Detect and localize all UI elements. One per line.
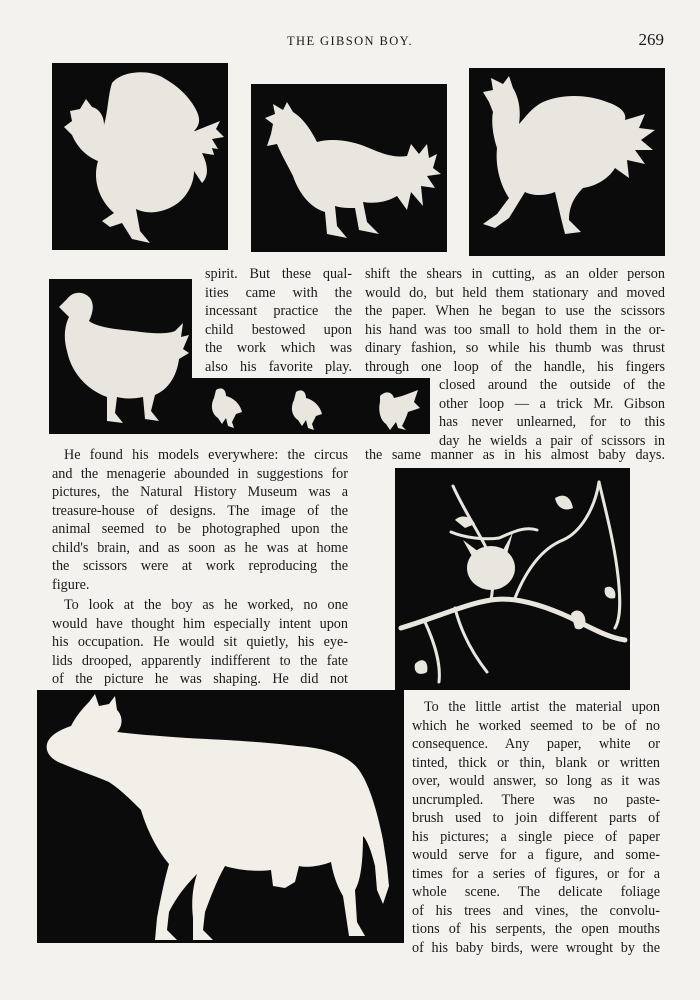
text-line: through one loop of the handle, his fingers xyxy=(365,358,665,375)
text-line: figure. xyxy=(52,576,90,593)
text-line: of his trees and vines, the convolu- xyxy=(412,902,660,919)
birds-branches-illustration xyxy=(395,468,630,690)
paragraph-shears xyxy=(365,265,665,376)
text-line: consequence. Any paper, white or xyxy=(412,736,660,752)
text-line: the work which was xyxy=(205,340,352,356)
birds-and-nest-silhouette xyxy=(395,468,630,690)
text-line: of the picture he was shaping. He did not xyxy=(52,671,348,687)
rooster-left-silhouette xyxy=(52,63,228,250)
text-line: his occupation. He would sit quietly, his eye- xyxy=(52,634,348,650)
text-line: which he worked seemed to be of no xyxy=(412,717,660,734)
text-line: his hand was too small to hold them in the or- xyxy=(365,321,665,338)
text-line: the scissors were at work reproducing the xyxy=(52,558,348,574)
text-line: shift the shears in cutting, as an older person xyxy=(365,266,665,282)
text-line: closed around the outside of the xyxy=(439,377,665,393)
page-number: 269 xyxy=(638,30,664,49)
text-line: pictures, the Natural History Museum was a xyxy=(52,484,348,500)
text-line: To look at the boy as he worked, no one xyxy=(64,597,348,613)
text-line: the paper. When he began to use the scissors xyxy=(365,303,665,319)
chicks-silhouette xyxy=(192,378,430,434)
text-line: his pictures; a single piece of paper xyxy=(412,828,660,845)
text-line: uncrumpled. There was no paste- xyxy=(412,791,660,808)
paragraph-look-at-boy xyxy=(52,596,348,689)
text-line: incessant practice the xyxy=(205,303,352,319)
text-line: animal seemed to be photographed upon the xyxy=(52,521,348,537)
text-line: the same manner as in his almost baby days. xyxy=(365,447,665,463)
cow-illustration xyxy=(37,690,404,943)
text-line: child bestowed upon xyxy=(205,321,352,338)
text-line: has never unlearned, for to this xyxy=(439,414,665,430)
text-line: brush used to join different parts of xyxy=(412,810,660,826)
text-line: and the menagerie abounded in suggestions for xyxy=(52,465,348,482)
text-line: also his favorite play. xyxy=(205,358,352,375)
paragraph-spirit xyxy=(205,265,352,376)
text-line: dinary fashion, so while his thumb was thrust xyxy=(365,340,665,356)
paragraph-shears-continued xyxy=(439,376,665,450)
hen-silhouette xyxy=(49,279,192,434)
paragraph-shears-end xyxy=(365,446,665,465)
text-line: over, would answer, so long as it was xyxy=(412,773,660,789)
text-line: would serve for a figure, and some- xyxy=(412,847,660,863)
text-line: day he wields a pair of scissors in xyxy=(439,432,665,449)
text-line: ities came with the xyxy=(205,284,352,301)
text-line: would have thought him especially intent upon xyxy=(52,615,348,632)
running-title: THE GIBSON BOY. xyxy=(287,34,413,48)
text-line: To the little artist the material upon xyxy=(424,699,660,715)
text-line: spirit. But these qual- xyxy=(205,266,352,282)
text-line: child's brain, and as soon as he was at home xyxy=(52,539,348,556)
text-line: whole scene. The delicate foliage xyxy=(412,884,660,900)
rooster-left-illustration xyxy=(52,63,228,250)
text-line: other loop — a trick Mr. Gibson xyxy=(439,395,665,412)
text-line: of his baby birds, were wrought by the xyxy=(412,939,660,956)
text-line: tinted, thick or thin, blank or written xyxy=(412,754,660,771)
rooster-right-illustration xyxy=(469,68,665,256)
text-line: He found his models everywhere: the circus xyxy=(64,447,348,463)
text-line: lids drooped, apparently indifferent to the fate xyxy=(52,652,348,669)
paragraph-models xyxy=(52,446,348,594)
rooster-middle-silhouette xyxy=(251,84,447,252)
text-line: times for a series of figures, or for a xyxy=(412,865,660,882)
rooster-middle-illustration xyxy=(251,84,447,252)
cow-silhouette xyxy=(37,690,404,943)
text-line: would do, but held them stationary and moved xyxy=(365,284,665,301)
hen-illustration xyxy=(49,279,192,434)
rooster-right-silhouette xyxy=(469,68,665,256)
paragraph-material xyxy=(412,698,660,957)
chicks-illustration xyxy=(192,378,430,434)
text-line: tions of his serpents, the open mouths xyxy=(412,921,660,937)
text-line: treasure-house of designs. The image of the xyxy=(52,502,348,519)
